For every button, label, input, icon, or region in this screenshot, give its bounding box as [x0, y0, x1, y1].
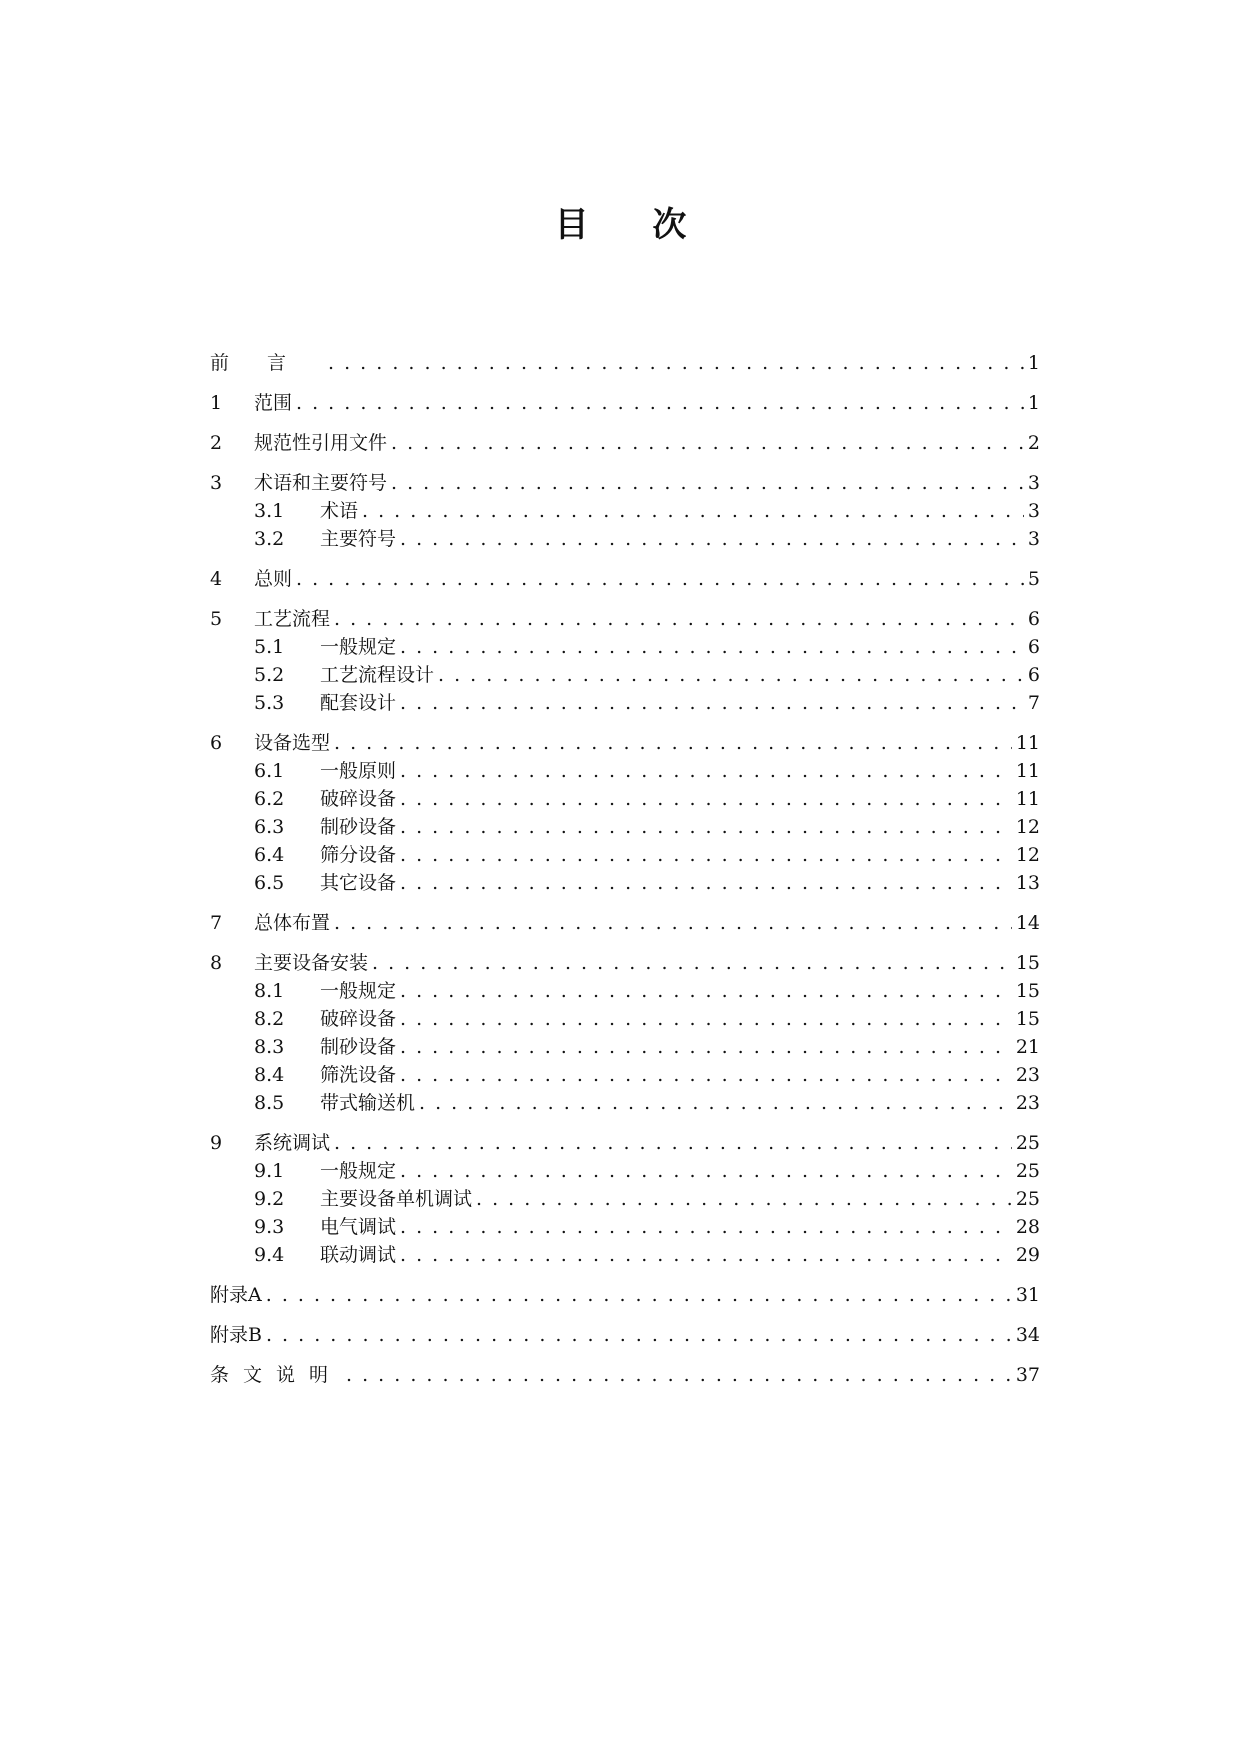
toc-page-number: 12	[1015, 816, 1040, 838]
toc-page-number: 21	[1015, 1036, 1040, 1058]
toc-subentry[interactable]	[210, 814, 1040, 840]
toc-entry-number: 5	[210, 608, 223, 630]
toc-leader-dots	[400, 814, 1012, 840]
toc-page-number: 2	[1027, 432, 1040, 454]
toc-entry-number: 9.2	[254, 1188, 285, 1210]
toc-entry[interactable]	[210, 910, 1040, 936]
toc-entry-label: 制砂设备	[320, 816, 397, 838]
toc-entry-label: 工艺流程	[254, 608, 331, 630]
toc-entry-label: 规范性引用文件	[254, 432, 388, 454]
toc-leader-dots	[400, 786, 1012, 812]
toc-subentry[interactable]	[210, 1062, 1040, 1088]
toc-entry[interactable]	[210, 390, 1040, 416]
toc-entry-label: 配套设计	[320, 692, 397, 714]
toc-page-number: 15	[1015, 980, 1040, 1002]
toc-page-number: 11	[1015, 732, 1040, 754]
toc-page-number: 5	[1027, 568, 1040, 590]
toc-entry-label: 电气调试	[320, 1216, 397, 1238]
toc-subentry[interactable]	[210, 842, 1040, 868]
toc-entry-label: 主要设备安装	[254, 952, 369, 974]
toc-subentry[interactable]	[210, 978, 1040, 1004]
toc-entry-label: 总则	[254, 568, 293, 590]
toc-entry-number: 6.3	[254, 816, 285, 838]
toc-leader-dots	[328, 350, 1024, 376]
toc-page-number: 3	[1027, 472, 1040, 494]
toc-page-number: 34	[1015, 1324, 1040, 1346]
toc-subentry[interactable]	[210, 1186, 1040, 1212]
toc-subentry[interactable]	[210, 1034, 1040, 1060]
toc-entry-label: 术语和主要符号	[254, 472, 388, 494]
toc-entry-label: 附录A	[210, 1284, 262, 1306]
toc-leader-dots	[400, 758, 1012, 784]
toc-leader-dots	[400, 1158, 1012, 1184]
toc-entry-number: 8.5	[254, 1092, 285, 1114]
toc-leader-dots	[362, 498, 1024, 524]
toc-leader-dots	[438, 662, 1024, 688]
toc-leader-dots	[400, 1006, 1012, 1032]
toc-subentry[interactable]	[210, 662, 1040, 688]
toc-leader-dots	[391, 470, 1024, 496]
toc-entry-number: 3	[210, 472, 223, 494]
toc-entry-label: 主要设备单机调试	[320, 1188, 473, 1210]
toc-entry-label: 筛分设备	[320, 844, 397, 866]
toc-entry-label: 带式输送机	[320, 1092, 416, 1114]
toc-entry-label: 前言	[210, 352, 325, 374]
toc-entry-label: 破碎设备	[320, 788, 397, 810]
toc-page-number: 25	[1015, 1188, 1040, 1210]
toc-entry[interactable]	[210, 1362, 1040, 1388]
toc-entry-number: 8.2	[254, 1008, 285, 1030]
toc-leader-dots	[400, 1242, 1012, 1268]
toc-entry[interactable]	[210, 1322, 1040, 1348]
toc-page-number: 23	[1015, 1092, 1040, 1114]
toc-entry-number: 3.2	[254, 528, 285, 550]
toc-entry-number: 3.1	[254, 500, 285, 522]
toc-page-number: 7	[1027, 692, 1040, 714]
toc-subentry[interactable]	[210, 526, 1040, 552]
toc-leader-dots	[400, 1214, 1012, 1240]
toc-leader-dots	[400, 526, 1024, 552]
toc-leader-dots	[400, 870, 1012, 896]
toc-entry[interactable]	[210, 1282, 1040, 1308]
toc-entry[interactable]	[210, 730, 1040, 756]
toc-entry[interactable]	[210, 566, 1040, 592]
toc-entry-label: 范围	[254, 392, 293, 414]
toc-leader-dots	[391, 430, 1024, 456]
toc-leader-dots	[419, 1090, 1012, 1116]
toc-subentry[interactable]	[210, 498, 1040, 524]
toc-leader-dots	[266, 1322, 1012, 1348]
toc-leader-dots	[372, 950, 1012, 976]
toc-entry-label: 系统调试	[254, 1132, 331, 1154]
toc-entry-number: 4	[210, 568, 223, 590]
toc-entry-label: 设备选型	[254, 732, 331, 754]
toc-page-number: 6	[1027, 608, 1040, 630]
toc-subentry[interactable]	[210, 1242, 1040, 1268]
toc-page-number: 6	[1027, 636, 1040, 658]
toc-leader-dots	[334, 606, 1024, 632]
toc-page-number: 1	[1027, 352, 1040, 374]
toc-page-number: 15	[1015, 1008, 1040, 1030]
toc-page-number: 1	[1027, 392, 1040, 414]
toc-page-number: 25	[1015, 1132, 1040, 1154]
toc-subentry[interactable]	[210, 1006, 1040, 1032]
toc-entry-number: 5.1	[254, 636, 285, 658]
toc-entry-number: 9.4	[254, 1244, 285, 1266]
toc-leader-dots	[400, 1034, 1012, 1060]
toc-entry-number: 9.1	[254, 1160, 285, 1182]
toc-entry[interactable]	[210, 1130, 1040, 1156]
toc-entry-number: 2	[210, 432, 223, 454]
toc-page-number: 31	[1015, 1284, 1040, 1306]
toc-entry-label: 一般原则	[320, 760, 397, 782]
toc-page-number: 13	[1015, 872, 1040, 894]
toc-entry-label: 主要符号	[320, 528, 397, 550]
toc-page-number: 29	[1015, 1244, 1040, 1266]
toc-entry-number: 1	[210, 392, 223, 414]
toc-page-number: 11	[1015, 760, 1040, 782]
toc-entry-number: 9	[210, 1132, 223, 1154]
toc-subentry[interactable]	[210, 690, 1040, 716]
toc-page-number: 25	[1015, 1160, 1040, 1182]
toc-page-number: 3	[1027, 528, 1040, 550]
toc-leader-dots	[400, 1062, 1012, 1088]
toc-subentry[interactable]	[210, 634, 1040, 660]
toc-entry-number: 8.3	[254, 1036, 285, 1058]
toc-entry-label: 一般规定	[320, 1160, 397, 1182]
toc-entry-number: 8	[210, 952, 223, 974]
page-title: 目 次	[554, 205, 713, 245]
toc-leader-dots	[296, 566, 1024, 592]
toc-leader-dots	[296, 390, 1024, 416]
toc-entry-number: 6.4	[254, 844, 285, 866]
toc-entry-label: 一般规定	[320, 980, 397, 1002]
toc-page-number: 28	[1015, 1216, 1040, 1238]
toc-entry-number: 9.3	[254, 1216, 285, 1238]
toc-subentry[interactable]	[210, 1158, 1040, 1184]
toc-page-number: 11	[1015, 788, 1040, 810]
toc-subentry[interactable]	[210, 786, 1040, 812]
toc-entry-label: 其它设备	[320, 872, 397, 894]
toc-subentry[interactable]	[210, 1214, 1040, 1240]
toc-entry[interactable]	[210, 470, 1040, 496]
toc-subentry[interactable]	[210, 1090, 1040, 1116]
toc-entry[interactable]	[210, 350, 1040, 376]
toc-leader-dots	[334, 730, 1012, 756]
toc-entry-label: 条文说明	[210, 1364, 343, 1386]
toc-entry-number: 8.4	[254, 1064, 285, 1086]
toc-subentry[interactable]	[210, 758, 1040, 784]
toc-entry-number: 6.1	[254, 760, 285, 782]
toc-entry-label: 总体布置	[254, 912, 331, 934]
toc-page-number: 23	[1015, 1064, 1040, 1086]
toc-entry-label: 制砂设备	[320, 1036, 397, 1058]
toc-entry-label: 附录B	[210, 1324, 262, 1346]
toc-entry-label: 工艺流程设计	[320, 664, 435, 686]
toc-entry-number: 5.2	[254, 664, 285, 686]
toc-entry-number: 5.3	[254, 692, 285, 714]
toc-entry[interactable]	[210, 950, 1040, 976]
toc-leader-dots	[266, 1282, 1012, 1308]
toc-entry-label: 术语	[320, 500, 359, 522]
toc-entry-number: 6	[210, 732, 223, 754]
toc-entry[interactable]	[210, 430, 1040, 456]
toc-page-number: 15	[1015, 952, 1040, 974]
toc-page-number: 37	[1015, 1364, 1040, 1386]
toc-entry-label: 一般规定	[320, 636, 397, 658]
toc-page-number: 6	[1027, 664, 1040, 686]
toc-entry-number: 6.5	[254, 872, 285, 894]
toc-leader-dots	[400, 690, 1024, 716]
toc-subentry[interactable]	[210, 870, 1040, 896]
toc-entry-label: 联动调试	[320, 1244, 397, 1266]
toc-leader-dots	[334, 910, 1012, 936]
toc-entry-label: 破碎设备	[320, 1008, 397, 1030]
toc-page-number: 3	[1027, 500, 1040, 522]
toc-entry-number: 8.1	[254, 980, 285, 1002]
toc-entry-number: 6.2	[254, 788, 285, 810]
toc-entry-label: 筛洗设备	[320, 1064, 397, 1086]
toc-leader-dots	[476, 1186, 1012, 1212]
toc-page-number: 14	[1015, 912, 1040, 934]
toc-entry-number: 7	[210, 912, 223, 934]
toc-leader-dots	[400, 842, 1012, 868]
toc-leader-dots	[346, 1362, 1012, 1388]
toc-entry[interactable]	[210, 606, 1040, 632]
toc-leader-dots	[400, 634, 1024, 660]
toc-leader-dots	[334, 1130, 1012, 1156]
toc-page-number: 12	[1015, 844, 1040, 866]
toc-leader-dots	[400, 978, 1012, 1004]
